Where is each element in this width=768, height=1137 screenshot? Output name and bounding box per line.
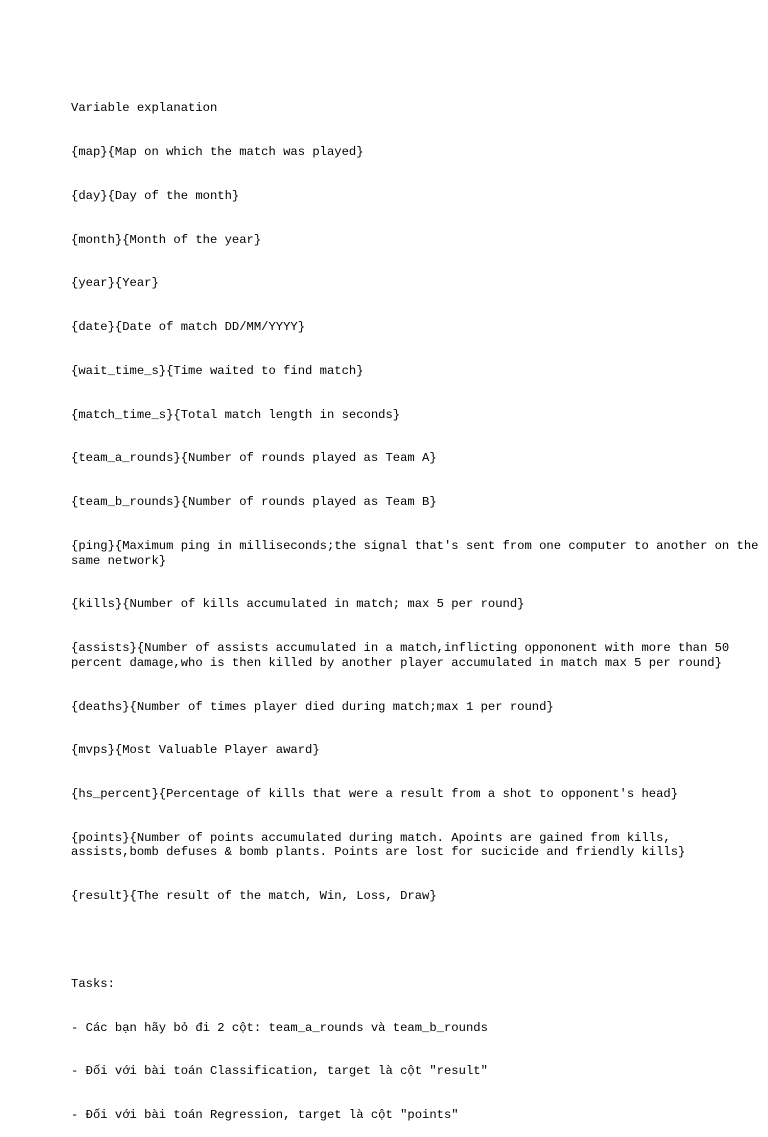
variable-deaths: {deaths}{Number of times player died during match;max 1 per round} — [71, 699, 554, 714]
variable-team-b-rounds: {team_b_rounds}{Number of rounds played as Team B} — [71, 495, 437, 510]
variable-hs-percent: {hs_percent}{Percentage of kills that were a result from a shot to opponent's head} — [71, 787, 679, 802]
variable-result: {result}{The result of the match, Win, Loss, Draw} — [71, 889, 437, 904]
task-item-drop-columns: - Các bạn hãy bỏ đi 2 cột: team_a_rounds và team_b_rounds — [71, 1020, 488, 1035]
variable-match-time: {match_time_s}{Total match length in seconds} — [71, 407, 401, 422]
variable-ping: {ping}{Maximum ping in milliseconds;the signal that's sent from one computer to another on the same network} — [71, 539, 766, 568]
section-heading-variables: Variable explanation — [71, 101, 218, 116]
variable-date: {date}{Date of match DD/MM/YYYY} — [71, 320, 306, 335]
variable-mvps: {mvps}{Most Valuable Player award} — [71, 743, 320, 758]
variable-map: {map}{Map on which the match was played} — [71, 144, 364, 159]
task-item-classification: - Đối với bài toán Classification, target là cột "result" — [71, 1064, 488, 1079]
variable-kills: {kills}{Number of kills accumulated in match; max 5 per round} — [71, 597, 525, 612]
blank-line — [71, 933, 761, 948]
document-body — [71, 72, 766, 1137]
variable-year: {year}{Year} — [71, 276, 159, 291]
variable-assists: {assists}{Number of assists accumulated in a match,inflicting oppononent with more than 50 percent damage,who is then killed by another player accumulated in match max 5 per round} — [71, 641, 737, 670]
variable-day: {day}{Day of the month} — [71, 188, 240, 203]
variable-wait-time: {wait_time_s}{Time waited to find match} — [71, 363, 364, 378]
variable-points: {points}{Number of points accumulated during match. Apoints are gained from kills, assists,bomb defuses & bomb plants. Points are lost for sucicide and friendly kills} — [71, 830, 686, 860]
section-heading-tasks: Tasks: — [71, 976, 115, 991]
variable-month: {month}{Month of the year} — [71, 232, 262, 247]
task-item-regression: - Đối với bài toán Regression, target là cột "points" — [71, 1108, 459, 1123]
variable-team-a-rounds: {team_a_rounds}{Number of rounds played as Team A} — [71, 451, 437, 466]
